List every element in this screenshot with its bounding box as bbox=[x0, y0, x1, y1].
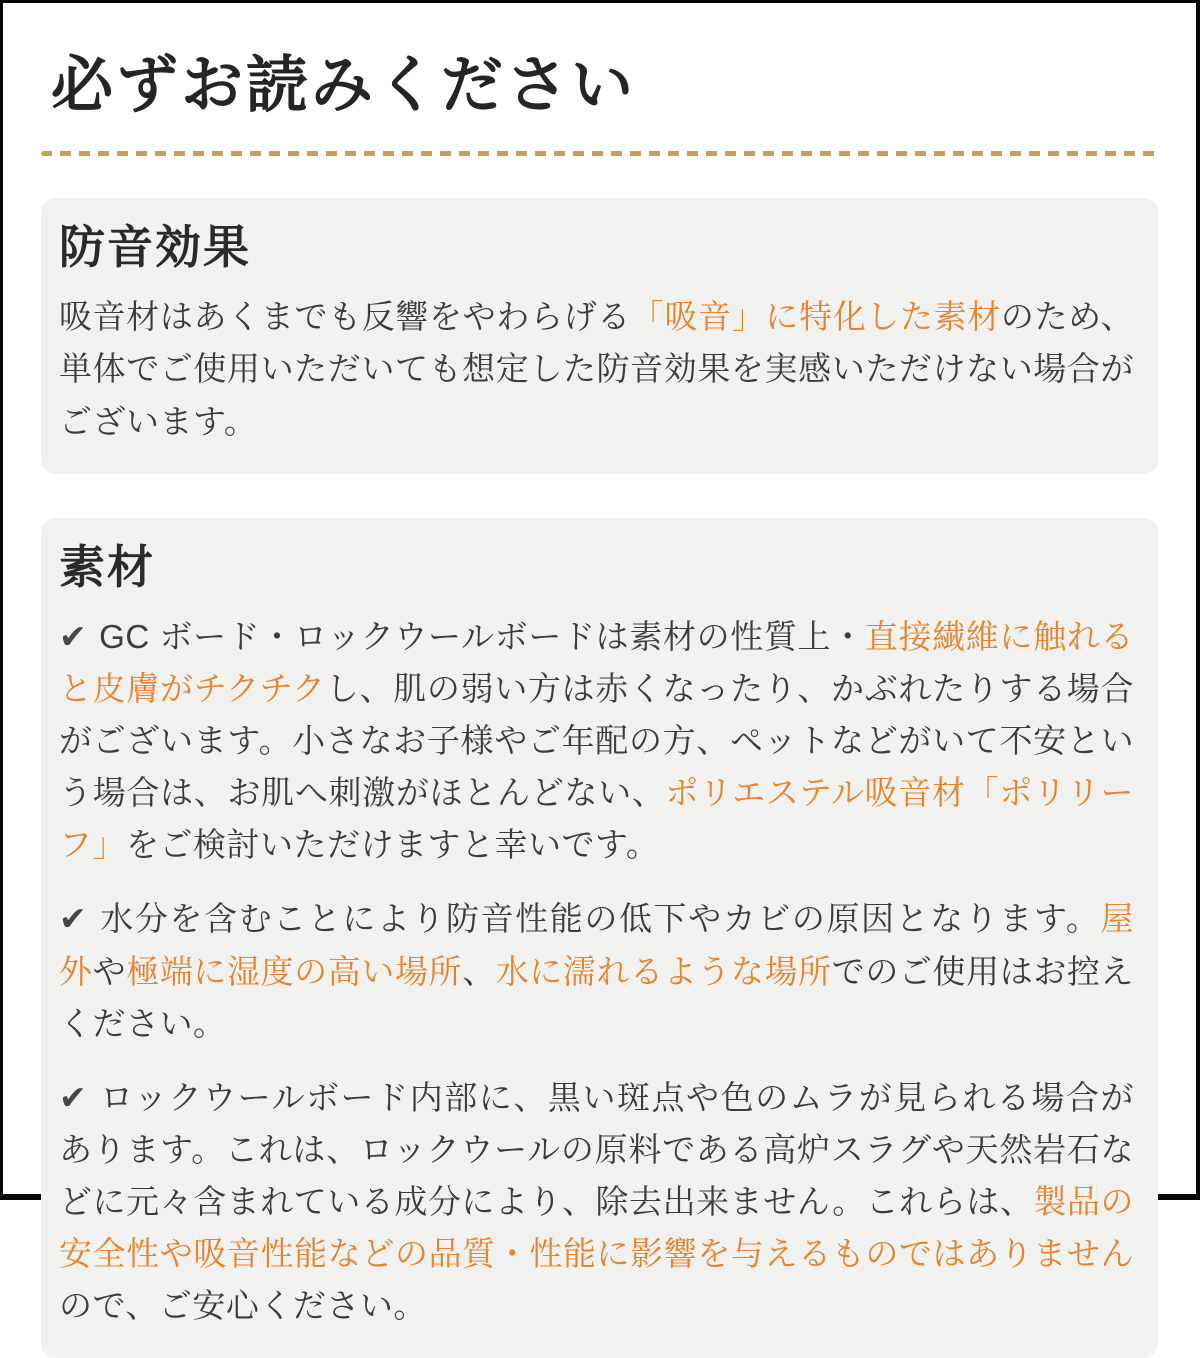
highlighted-text: 製品の安全性や吸音性能などの品質・性能に影響を与えるものではありません bbox=[59, 1183, 1135, 1273]
highlighted-text: 極端に湿度の高い場所 bbox=[126, 952, 463, 990]
text-segment: をご検討いただけますと幸いです。 bbox=[126, 826, 660, 864]
material-heading: 素材 bbox=[59, 540, 155, 593]
highlighted-text: ポリエステル吸音材「ポリリーフ」 bbox=[59, 774, 1135, 864]
soundproofing-card bbox=[41, 198, 1158, 474]
text-segment: ので、ご安心ください。 bbox=[59, 1287, 427, 1325]
notice-page bbox=[3, 3, 1196, 1358]
text-segment: のため、単体でご使用いただいても想定した防音効果を実感いただけない場合がございます。 bbox=[59, 298, 1135, 440]
dashed-divider bbox=[41, 151, 1158, 156]
soundproofing-paragraph bbox=[59, 291, 1134, 447]
bullet-text bbox=[59, 900, 1134, 1041]
text-segment: 、 bbox=[462, 952, 496, 990]
check-icon: ✔ bbox=[59, 900, 88, 938]
material-card bbox=[41, 518, 1158, 1358]
highlighted-text: 屋外 bbox=[59, 900, 1134, 990]
check-icon: ✔ bbox=[59, 1078, 88, 1116]
bullet-text bbox=[59, 618, 1134, 864]
text-segment: し、肌の弱い方は赤くなったり、かぶれたりする場合がございます。小さなお子様やご年配の方、ペットなどがいて不安という場合は、お肌へ刺激がほとんどない、 bbox=[59, 669, 1134, 812]
highlighted-text: 直接繊維に触れると皮膚がチクチク bbox=[59, 617, 1135, 707]
text-segment: GC ボード・ロックウールボードは素材の性質上・ bbox=[99, 617, 865, 655]
page-title: 必ずお読みください bbox=[51, 51, 637, 120]
highlighted-text: 水に濡れるような場所 bbox=[495, 952, 832, 990]
bullet-text bbox=[59, 1079, 1134, 1325]
material-bullet-skin bbox=[59, 611, 1134, 872]
text-segment: 水分を含むことにより防音性能の低下やカビの原因となります。 bbox=[99, 900, 1101, 938]
text-segment: や bbox=[92, 952, 127, 990]
material-bullet-moisture bbox=[59, 893, 1134, 1049]
highlighted-text: 「吸音」に特化した素材 bbox=[630, 298, 1001, 336]
soundproofing-heading: 防音効果 bbox=[59, 221, 251, 274]
text-segment: でのご使用はお控えください。 bbox=[59, 952, 1135, 1042]
check-icon: ✔ bbox=[59, 617, 88, 655]
material-bullet-spots bbox=[59, 1072, 1134, 1333]
text-segment: ロックウールボード内部に、黒い斑点や色のムラが見られる場合があります。これは、ロックウールの原料である高炉スラグや天然岩石などに元々含まれている成分により、除去出来ません。これらは、 bbox=[59, 1078, 1134, 1221]
text-segment: 吸音材はあくまでも反響をやわらげる bbox=[59, 298, 631, 336]
